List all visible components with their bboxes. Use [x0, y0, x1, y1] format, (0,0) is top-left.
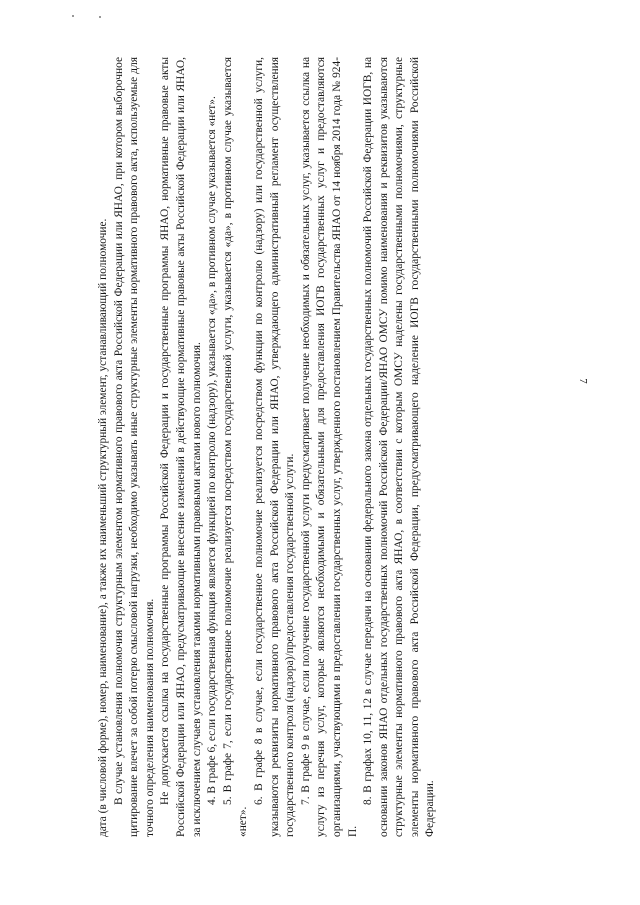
paragraph: 5. В графе 7, если государственное полномочие реализуется посредством государственной услуги, указывается «да», в противном случае указывается «нет». — [221, 57, 250, 837]
scan-speck — [99, 16, 101, 18]
paragraph: 6. В графе 8 в случае, если государственное полномочие реализуется посредством функции по контролю (надзору) или государственной услуги, указываются реквизиты нормативного правового акта Российской Федерации или ЯНАО, утверждающего административный регламент осуществления государственного контроля (надзора)/предоставления государственной услуги. — [252, 57, 297, 837]
scan-speck — [72, 15, 74, 17]
paragraph: 8. В графах 10, 11, 12 в случае передачи на основании федерального закона отдельных государственных полномочий Российской Федерации ИОГВ, на основании законов ЯНАО отдельных государственных полномочий Российской Федерации/ЯНАО ОМСУ помимо наименования и реквизитов указываются структурные элементы нормативного правового акта ЯНАО, в соответствии с которым ОМСУ наделены государственными полномочиями, структурные элементы нормативного правового акта Российской Федерации, предусматривающего наделение ИОГВ государственными полномочиями Российской Федерации. — [362, 57, 437, 837]
page-number: 7 — [576, 378, 589, 384]
paragraph: Не допускается ссылка на государственные программы Российской Федерации и государственные программы ЯНАО, нормативные правовые акты Российской Федерации или ЯНАО, предусматривающие внесение изменений в действующие нормативные правовые акты Российской Федерации или ЯНАО, за исключением случаев установления такими нормативными правовыми актами нового полномочия. — [159, 57, 203, 837]
document-body — [96, 57, 566, 837]
paragraph: дата (в числовой форме), номер, наименование), а также их наименьший структурный элемент, устанавливающий полномочие. — [97, 218, 109, 837]
paragraph: 4. В графе 6, если государственная функция является функцией по контролю (надзору), указывается «да», в противном случае указывается «нет». — [206, 96, 219, 805]
paragraph: 7. В графе 9 в случае, если получение государственной услуги предусматривает получение необходимых и обязательных услуг, указывается ссылка на услугу из перечня услуг, которые являются необходимыми и обязательными для предоставления ИОГВ государственных услуг и предоставляются организациями, участвующими в предоставлении государственных услуг, утвержденного постановлением Правительства ЯНАО от 14 ноября 2014 года № 924-П. — [299, 57, 359, 837]
paragraph: В случае установления полномочия структурным элементом нормативного правового акта Российской Федерации или ЯНАО, при котором выборочное цитирование влечет за собой потерю смысловой нагрузки, необходимо указывать иные структурные элементы нормативного правового акта, используемые для точного определения наименования полномочия. — [112, 57, 156, 837]
